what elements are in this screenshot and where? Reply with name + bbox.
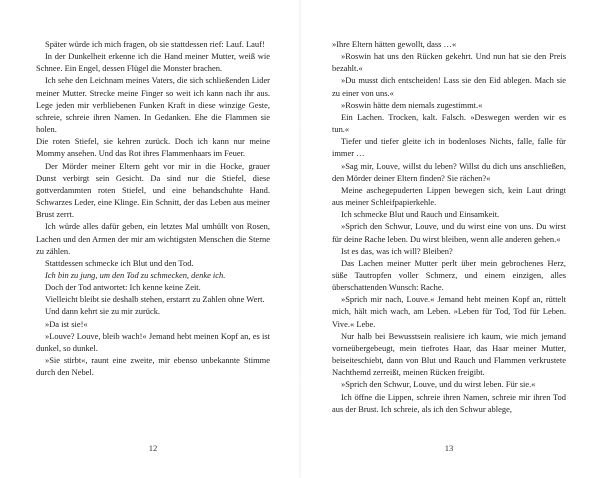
paragraph: Der Mörder meiner Eltern geht vor mir in die Hocke, grauer Dunst verbirgt sein Gesicht. Da sind nur die Stiefel, diese gottverdammten roten Stiefel, und eine behandschuhte Hand. Schwarzes Leder, eine Klinge. Ein Schnitt, der das Leben aus meiner Brust zerrt. [36, 160, 270, 220]
paragraph: »Roswin hätte dem niemals zugestimmt.« [341, 99, 483, 110]
paragraph: Ein Lachen. Trocken, kalt. Falsch. »Deswegen werden wir es tun.« [332, 111, 566, 135]
paragraph: Stattdessen schmecke ich Blut und den Tod. [45, 257, 194, 268]
paragraph: Ich bin zu jung, um den Tod zu schmecken, denke ich. [45, 269, 226, 280]
left-page [36, 38, 270, 378]
paragraph: Nur halb bei Bewusstsein realisiere ich kaum, wie mich jemand vorneübergebeugt, mein tiefrotes Haar, das Haar meiner Mutter, beiseiteschiebt, dann von Blut und Rauch und Flammen verkrustete Nachthemd zerreißt, meinen Rücken freigibt. [332, 330, 566, 378]
paragraph: Und dann kehrt sie zu mir zurück. [45, 306, 161, 317]
paragraph: Die roten Stiefel, sie kehren zurück. Doch ich kann nur meine Mommy ansehen. Und das Rot ihres Flammenhaars im Feuer. [36, 136, 270, 159]
paragraph: Meine aschegepuderten Lippen bewegen sich, kein Laut dringt aus meiner Schleifpapierkehle. [332, 184, 566, 208]
paragraph: »Sprich den Schwur, Louve, und du wirst leben. Für sie.« [341, 379, 536, 390]
paragraph: Ich würde alles dafür geben, ein letztes Mal umhüllt von Rosen, Lachen und den Armen der mir am wichtigsten Menschen die Sterne zu zählen. [36, 221, 270, 256]
paragraph: »Sprich mir nach, Louve.« Jemand hebt meinen Kopf an, rüttelt mich, hält mich wach, am Leben. »Leben für Tod, Tod für Leben. Vive.« Lebe. [332, 294, 566, 329]
paragraph: Tiefer und tiefer gleite ich in bodenloses Nichts, falle, falle für immer … [332, 136, 566, 159]
page-number: 13 [444, 443, 454, 453]
paragraph: »Sprich den Schwur, Louve, und du wirst eine von uns. Du wirst für deine Rache leben. Du wirst bleiben, wenn alle anderen gehen.« [332, 221, 566, 244]
paragraph: Doch der Tod antwortet: Ich kenne keine Zeit. [45, 282, 201, 293]
paragraph: Ich schmecke Blut und Rauch und Einsamkeit. [341, 209, 500, 220]
paragraph: »Du musst dich entscheiden! Lass sie den Eid ablegen. Mach sie zu einer von uns.« [332, 75, 566, 98]
paragraph: Ich sehe den Leichnam meines Vaters, die sich schließenden Lider meiner Mutter. Strecke meine Finger so weit ich kann nach ihr aus. Lege jeden mir verbliebenen Funken Kraft in diese winzige Geste, schreie, schreie ihren Namen. In Gedanken. Ehe die Flammen sie holen. [36, 75, 270, 135]
paragraph: Vielleicht bleibt sie deshalb stehen, erstarrt zu Zahlen ohne Wert. [45, 294, 265, 305]
paragraph: »Louve? Louve, bleib wach!« Jemand hebt meinen Kopf an, es ist dunkel, so dunkel. [36, 330, 270, 353]
paragraph: Ich öffne die Lippen, schreie ihren Namen, schreie mir ihren Tod aus der Brust. Ich schreie, als ich den Schwur ablege, [332, 391, 566, 414]
paragraph: Ist es das, was ich will? Bleiben? [341, 245, 453, 256]
right-page [332, 38, 566, 415]
paragraph: »Da ist sie!« [45, 318, 88, 329]
paragraph: Das Lachen meiner Mutter perlt über mein gebrochenes Herz, süße Tautropfen voller Schmerz, und einem einzigen, alles überschattenden Wunsch: Rache. [332, 257, 566, 293]
paragraph: »Ihre Eltern hätten gewollt, dass …« [332, 39, 457, 49]
paragraph: Später würde ich mich fragen, ob sie stattdessen rief: Lauf. Lauf! [45, 39, 265, 49]
paragraph: »Sie stirbt«, raunt eine zweite, mir ebenso unbekannte Stimme durch den Nebel. [36, 355, 270, 378]
paragraph: »Roswin hat uns den Rücken gekehrt. Und nun hat sie den Preis bezahlt.« [332, 51, 566, 74]
paragraph: »Sag mir, Louve, willst du leben? Willst du dich uns anschließen, den Mörder deiner Eltern finden? Sie rächen?« [332, 160, 566, 183]
paragraph: In der Dunkelheit erkenne ich die Hand meiner Mutter, weiß wie Schnee. Ein Engel, dessen Flügel die Monster brachen. [36, 51, 270, 74]
page-gutter [299, 0, 301, 478]
page-number: 12 [148, 443, 158, 453]
